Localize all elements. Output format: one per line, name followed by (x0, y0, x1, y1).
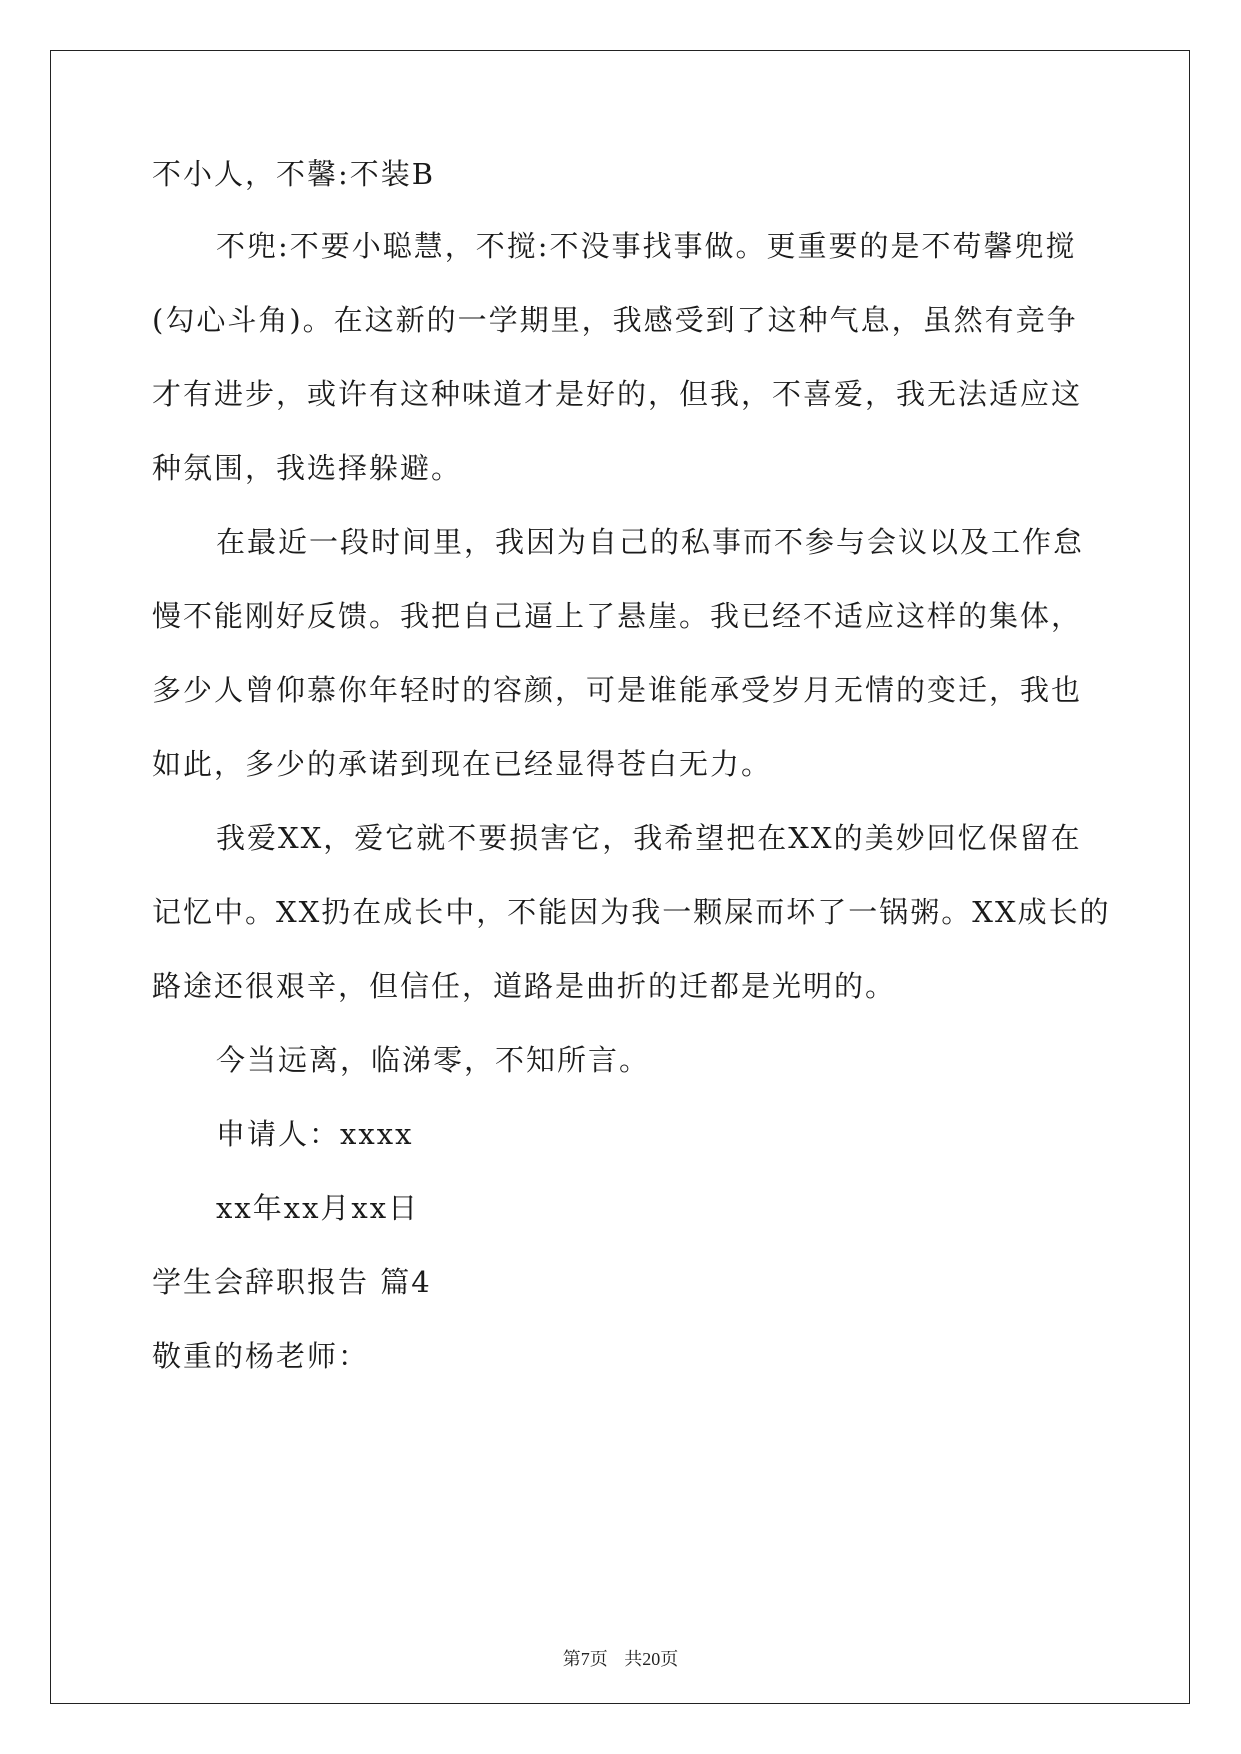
text-line: (勾心斗角)。在这新的一学期里，我感受到了这种气息，虽然有竞争 (152, 303, 1078, 337)
page-border (50, 50, 1190, 1704)
paragraph-start: 我爱XX，爱它就不要损害它，我希望把在XX的美妙回忆保留在 (216, 821, 1082, 855)
date-line: xx年xx月xx日 (216, 1191, 420, 1225)
text-line: 如此，多少的承诺到现在已经显得苍白无力。 (152, 747, 773, 781)
section-heading: 学生会辞职报告 篇4 (152, 1265, 432, 1299)
salutation: 敬重的杨老师： (152, 1339, 370, 1373)
page-number: 第7页 (562, 1649, 608, 1669)
text-line: 记忆中。XX扔在成长中，不能因为我一颗屎而坏了一锅粥。XX成长的 (152, 895, 1111, 929)
text-line: 慢不能刚好反馈。我把自己逼上了悬崖。我已经不适应这样的集体， (152, 599, 1083, 633)
text-line: 种氛围，我选择躲避。 (152, 451, 463, 485)
text-line: 路途还很艰辛，但信任，道路是曲折的迁都是光明的。 (152, 969, 897, 1003)
closing-line: 今当远离，临涕零，不知所言。 (216, 1043, 651, 1077)
text-line: 不小人，不馨:不装B (152, 157, 436, 191)
paragraph-start: 不兜:不要小聪慧，不搅:不没事找事做。更重要的是不苟馨兜搅 (216, 229, 1077, 263)
page-footer (0, 1645, 1241, 1671)
text-line: 多少人曾仰慕你年轻时的容颜，可是谁能承受岁月无情的变迁，我也 (152, 673, 1083, 707)
paragraph-start: 在最近一段时间里，我因为自己的私事而不参与会议以及工作怠 (216, 525, 1085, 559)
text-line: 才有进步，或许有这种味道才是好的，但我，不喜爱，我无法适应这 (152, 377, 1083, 411)
applicant-line: 申请人：xxxx (216, 1117, 414, 1151)
page-total: 共20页 (624, 1649, 679, 1669)
